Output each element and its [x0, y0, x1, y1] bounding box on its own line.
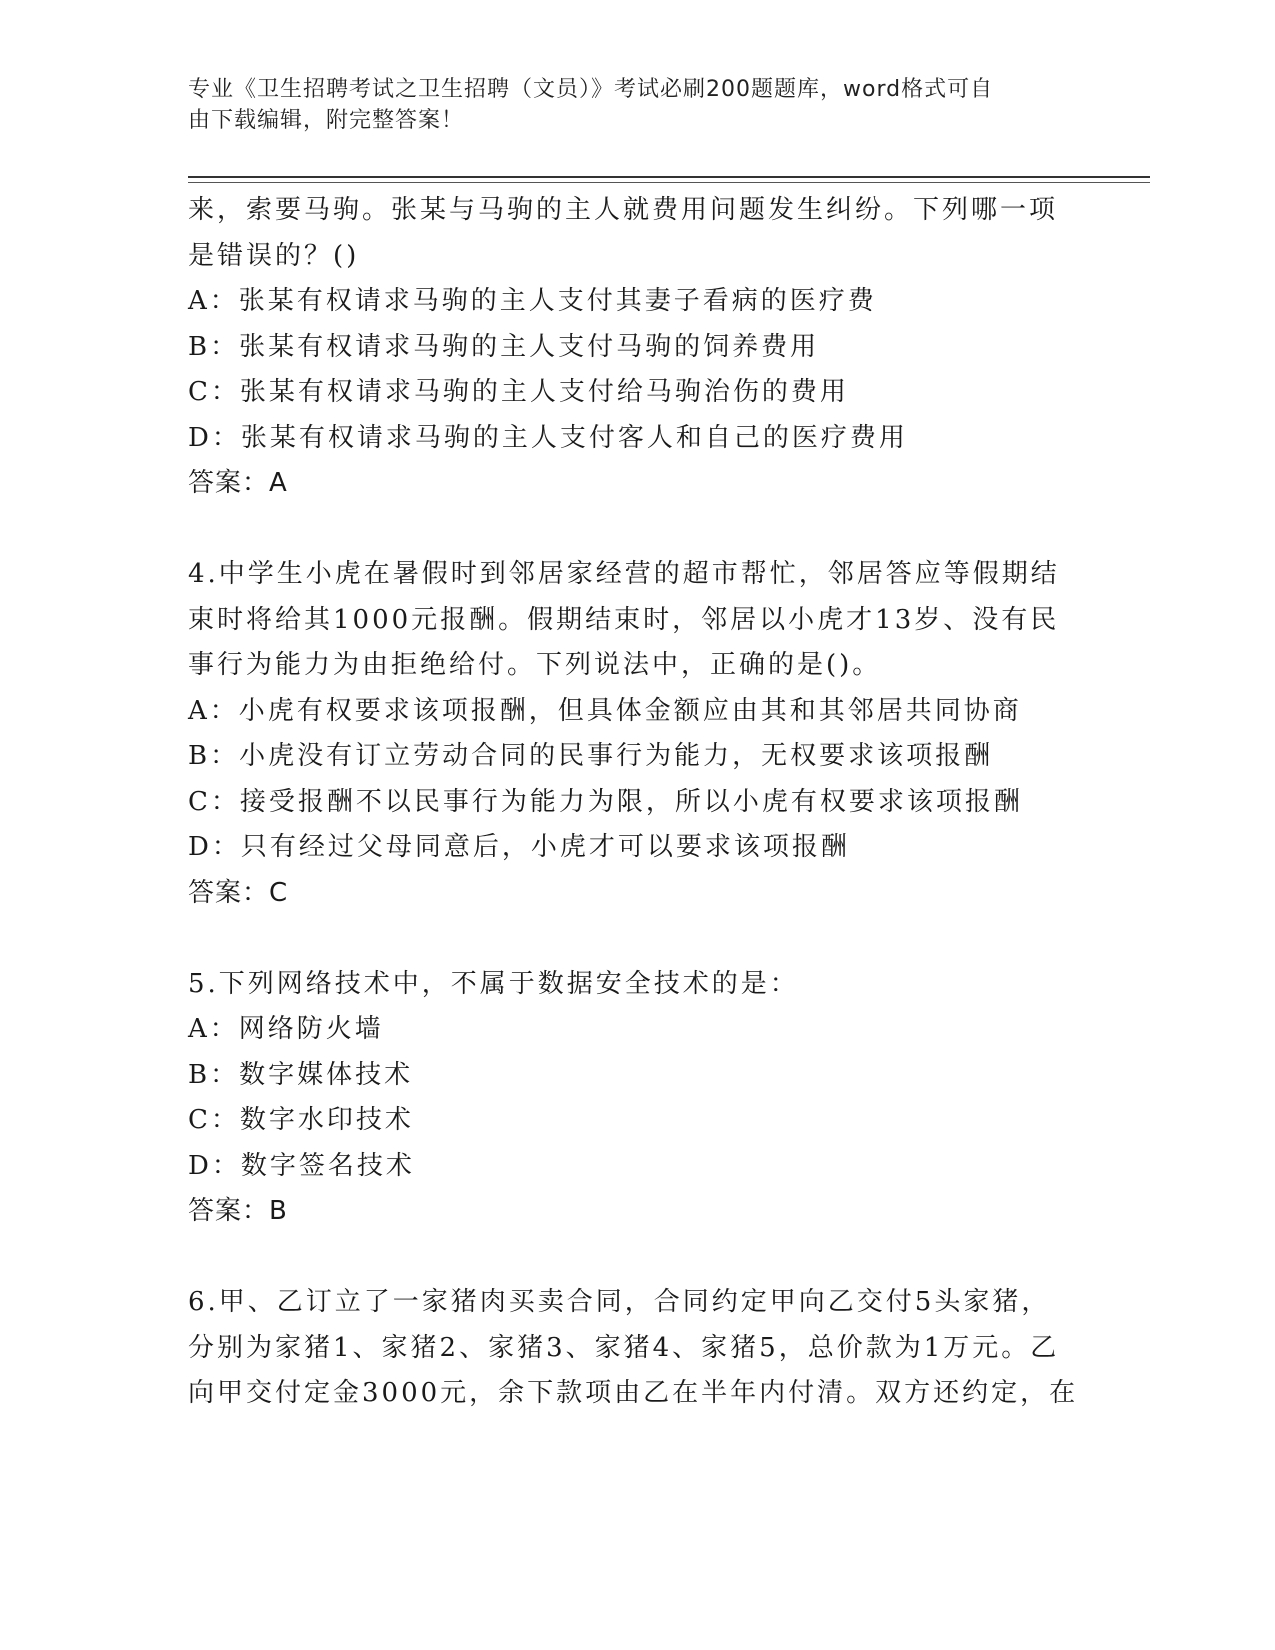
- question-list: [188, 188, 1088, 1417]
- question-6-stem-1: 6.甲、乙订立了一家猪肉买卖合同，合同约定甲向乙交付5头家猪，: [188, 1287, 1051, 1317]
- question-3: [188, 188, 1088, 507]
- question-4-option-a: A：小虎有权要求该项报酬，但具体金额应由其和其邻居共同协商: [188, 695, 1022, 726]
- question-4-answer: 答案：C: [188, 877, 289, 908]
- question-5: [188, 962, 1088, 1235]
- document-header: [188, 74, 1068, 136]
- question-3-continuation-1: 来，索要马驹。张某与马驹的主人就费用问题发生纠纷。下列哪一项: [188, 195, 1059, 225]
- question-4-option-d: D：只有经过父母同意后，小虎才可以要求该项报酬: [188, 832, 850, 862]
- question-5-option-d: D：数字签名技术: [188, 1150, 415, 1181]
- question-4-option-b: B：小虎没有订立劳动合同的民事行为能力，无权要求该项报酬: [188, 741, 994, 771]
- question-5-option-a: A：网络防火墙: [188, 1014, 384, 1044]
- header-divider-thin: [188, 182, 1150, 183]
- question-3-option-b: B：张某有权请求马驹的主人支付马驹的饲养费用: [188, 331, 820, 362]
- question-6: [188, 1280, 1088, 1417]
- spacer: [188, 1235, 1088, 1281]
- question-3-answer: 答案：A: [188, 468, 288, 498]
- question-5-option-c: C：数字水印技术: [188, 1105, 414, 1135]
- question-4-stem-2: 束时将给其1000元报酬。假期结束时，邻居以小虎才13岁、没有民: [188, 604, 1060, 635]
- question-3-option-d: D：张某有权请求马驹的主人支付客人和自己的医疗费用: [188, 422, 908, 453]
- question-4-stem-1: 4.中学生小虎在暑假时到邻居家经营的超市帮忙，邻居答应等假期结: [188, 559, 1060, 589]
- question-3-option-a: A：张某有权请求马驹的主人支付其妻子看病的医疗费: [188, 286, 877, 316]
- question-3-option-c: C：张某有权请求马驹的主人支付给马驹治伤的费用: [188, 377, 849, 407]
- question-5-stem-1: 5.下列网络技术中，不属于数据安全技术的是：: [188, 968, 799, 999]
- header-line-1: 专业《卫生招聘考试之卫生招聘（文员）》考试必刷200题题库，word格式可自: [188, 77, 994, 102]
- question-4: [188, 552, 1088, 916]
- question-3-continuation-2: 是错误的？(): [188, 240, 360, 271]
- question-5-answer: 答案：B: [188, 1196, 288, 1226]
- question-6-stem-3: 向甲交付定金3000元，余下款项由乙在半年内付清。双方还约定，在: [188, 1378, 1079, 1408]
- question-5-option-b: B：数字媒体技术: [188, 1059, 414, 1090]
- spacer: [188, 507, 1088, 553]
- question-6-stem-2: 分别为家猪1、家猪2、家猪3、家猪4、家猪5，总价款为1万元。乙: [188, 1332, 1060, 1363]
- header-divider-thick: [188, 176, 1150, 178]
- question-4-option-c: C：接受报酬不以民事行为能力为限，所以小虎有权要求该项报酬: [188, 786, 1023, 817]
- question-4-stem-3: 事行为能力为由拒绝给付。下列说法中，正确的是()。: [188, 650, 882, 680]
- spacer: [188, 916, 1088, 962]
- header-line-2: 由下载编辑，附完整答案！: [188, 108, 465, 133]
